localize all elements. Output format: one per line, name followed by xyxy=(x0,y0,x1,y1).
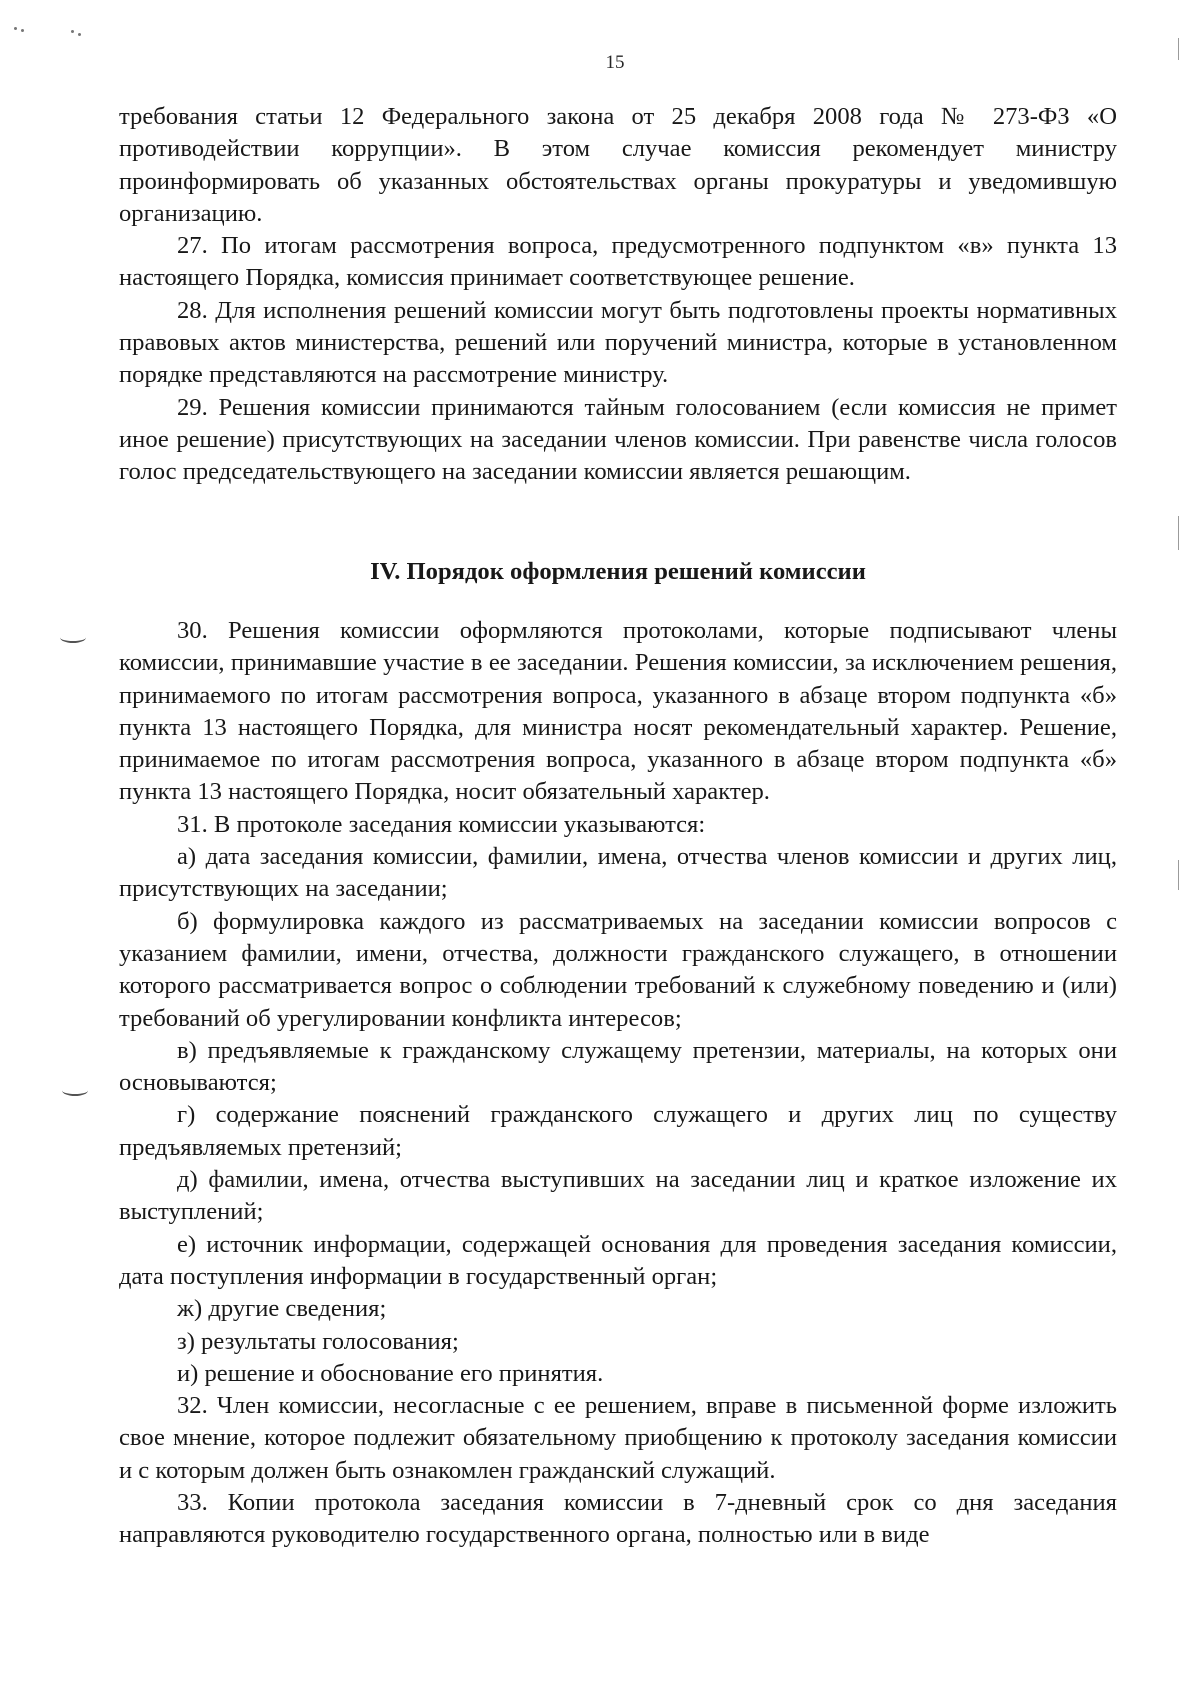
scan-edge-mark xyxy=(1178,860,1179,890)
scan-speck xyxy=(78,33,81,36)
paragraph-continuation: требования статьи 12 Федерального закона от 25 декабря 2008 года № 273-ФЗ «О противодействии коррупции». В этом случае комиссия рекомендует министру проинформировать об указанных обстоятельствах органы прокуратуры и уведомившую организацию. xyxy=(119,103,1117,227)
list-item-b: б) формулировка каждого из рассматриваемых на заседании комиссии вопросов с указанием фамилии, имени, отчества, должности гражданского служащего, в отношении которого рассматривается вопрос о соблюдении требований к служебному поведению и (или) требований об урегулировании конфликта интересов; xyxy=(119,907,1117,1032)
list-item-v: в) предъявляемые к гражданскому служащему претензии, материалы, на которых они основываются; xyxy=(119,1036,1117,1097)
text-block-bottom xyxy=(119,615,1117,1552)
list-item-e: е) источник информации, содержащей основания для проведения заседания комиссии, дата поступления информации в государственный орган; xyxy=(119,1230,1117,1290)
list-item-z: з) результаты голосования; xyxy=(177,1327,459,1355)
list-item-d: д) фамилии, имена, отчества выступивших на заседании лиц и краткое изложение их выступлений; xyxy=(119,1166,1117,1226)
scan-edge-mark xyxy=(1178,516,1179,550)
page-number: 15 xyxy=(605,52,625,73)
punch-hole-mark xyxy=(60,632,86,643)
list-item-zh: ж) другие сведения; xyxy=(177,1295,387,1323)
paragraph-32: 32. Член комиссии, несогласные с ее решением, вправе в письменной форме изложить свое мнение, которое подлежит обязательному приобщению к протоколу заседания комиссии и с которым должен быть ознакомлен гражданский служащий. xyxy=(119,1392,1117,1484)
scan-speck xyxy=(21,29,24,32)
list-item-a: а) дата заседания комиссии, фамилии, имена, отчества членов комиссии и других лиц, присутствующих на заседании; xyxy=(119,843,1117,903)
paragraph-27: 27. По итогам рассмотрения вопроса, предусмотренного подпунктом «в» пункта 13 настоящего Порядка, комиссия принимает соответствующее решение. xyxy=(119,232,1117,292)
paragraph-30: 30. Решения комиссии оформляются протоколами, которые подписывают члены комиссии, принимавшие участие в ее заседании. Решения комиссии, за исключением решения, принимаемого по итогам рассмотрения вопроса, указанного в абзаце втором подпункта «б» пункта 13 настоящего Порядка, для министра носят рекомендательный характер. Решение, принимаемое по итогам рассмотрения вопроса, указанного в абзаце втором подпункта «б» пункта 13 настоящего Порядка, носит обязательный характер. xyxy=(119,617,1117,806)
scan-speck xyxy=(71,30,74,33)
list-item-i: и) решение и обоснование его принятия. xyxy=(177,1359,604,1387)
scan-speck xyxy=(14,27,17,30)
paragraph-28: 28. Для исполнения решений комиссии могут быть подготовлены проекты нормативных правовых актов министерства, решений или поручений министра, которые в установленном порядке представляются на рассмотрение министру. xyxy=(119,296,1117,389)
punch-hole-mark xyxy=(62,1085,88,1096)
list-item-g: г) содержание пояснений гражданского служащего и других лиц по существу предъявляемых претензий; xyxy=(119,1101,1117,1161)
paragraph-29: 29. Решения комиссии принимаются тайным голосованием (если комиссия не примет иное решение) присутствующих на заседании членов комиссии. При равенстве числа голосов голос председательствующего на заседании комиссии является решающим. xyxy=(119,393,1117,486)
paragraph-33: 33. Копии протокола заседания комиссии в 7-дневный срок со дня заседания направляются руководителю государственного органа, полностью или в виде xyxy=(119,1489,1117,1549)
text-block-top xyxy=(119,101,1117,489)
paragraph-31: 31. В протоколе заседания комиссии указываются: xyxy=(177,810,706,838)
section-heading: IV. Порядок оформления решений комиссии xyxy=(370,558,866,585)
